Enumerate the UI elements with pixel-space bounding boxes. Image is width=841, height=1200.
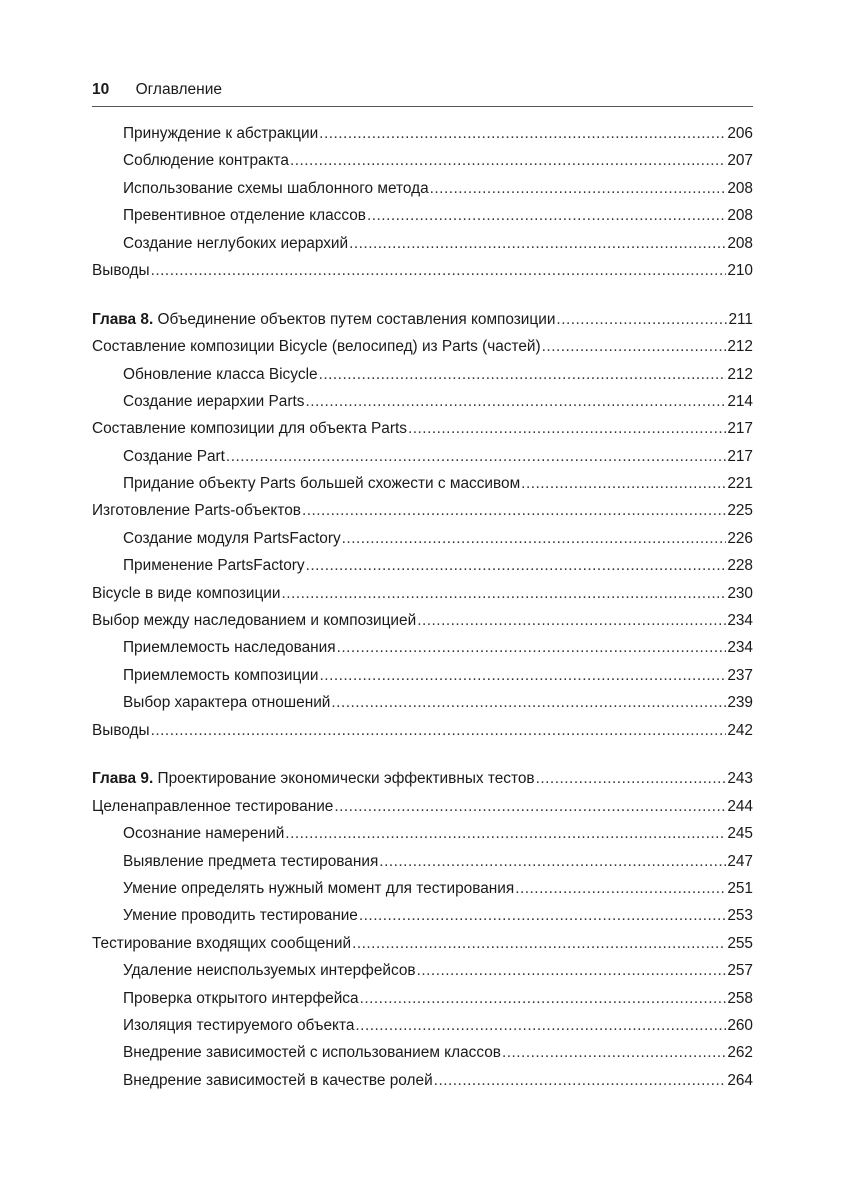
toc-entry-title: Соблюдение контракта xyxy=(123,152,289,170)
chapter-title: Проектирование экономически эффективных тестов xyxy=(157,770,535,788)
toc-subsection-entry[interactable] xyxy=(92,848,753,875)
dot-leader xyxy=(337,634,727,661)
toc-section-entry[interactable] xyxy=(92,333,753,360)
toc-page-number: 234 xyxy=(727,639,753,657)
dot-leader xyxy=(360,985,727,1012)
toc-page-number: 262 xyxy=(727,1044,753,1062)
toc-page-number: 260 xyxy=(727,1016,753,1034)
dot-leader xyxy=(319,361,727,388)
toc-entry-title: Внедрение зависимостей с использованием классов xyxy=(123,1044,501,1062)
toc-page-number: 212 xyxy=(727,365,753,383)
toc-page-number: 247 xyxy=(727,852,753,870)
toc-entry-title: Обновление класса Bicycle xyxy=(123,365,318,383)
toc-page-number: 258 xyxy=(727,989,753,1007)
dot-leader xyxy=(151,717,727,744)
toc-entry-title: Приемлемость композиции xyxy=(123,666,319,684)
toc-subsection-entry[interactable] xyxy=(92,202,753,229)
dot-leader xyxy=(334,793,726,820)
toc-page-number: 208 xyxy=(727,234,753,252)
toc-entry-title: Умение проводить тестирование xyxy=(123,907,358,925)
toc-entry-title: Приемлемость наследования xyxy=(123,639,336,657)
toc-entry-title: Выводы xyxy=(92,261,150,279)
toc-page-number: 211 xyxy=(728,310,753,328)
table-of-contents xyxy=(92,120,753,1094)
toc-subsection-entry[interactable] xyxy=(92,1039,753,1066)
toc-page-number: 208 xyxy=(727,207,753,225)
dot-leader xyxy=(367,202,726,229)
toc-page-number: 217 xyxy=(727,447,753,465)
toc-subsection-entry[interactable] xyxy=(92,388,753,415)
toc-entry-title: Осознание намерений xyxy=(123,825,285,843)
toc-page-number: 264 xyxy=(727,1071,753,1089)
dot-leader xyxy=(305,388,726,415)
dot-leader xyxy=(434,1067,727,1094)
toc-page-number: 206 xyxy=(727,125,753,142)
dot-leader xyxy=(285,820,726,847)
toc-page-number: 234 xyxy=(727,612,753,630)
dot-leader xyxy=(319,120,726,147)
toc-entry-title: Проверка открытого интерфейса xyxy=(123,989,359,1007)
chapter-label: Глава 9. xyxy=(92,770,154,788)
dot-leader xyxy=(502,1039,726,1066)
toc-subsection-entry[interactable] xyxy=(92,175,753,202)
toc-entry-title: Умение определять нужный момент для тестирования xyxy=(123,879,515,897)
toc-page-number: 239 xyxy=(727,694,753,712)
dot-leader xyxy=(349,230,726,257)
toc-chapter-entry[interactable] xyxy=(92,765,753,792)
toc-page-number: 228 xyxy=(727,557,753,575)
dot-leader xyxy=(359,902,726,929)
page-number: 10 xyxy=(92,81,110,98)
dot-leader xyxy=(302,497,726,524)
toc-subsection-entry[interactable] xyxy=(92,361,753,388)
dot-leader xyxy=(342,525,727,552)
toc-page-number: 208 xyxy=(727,179,753,197)
toc-page-number: 226 xyxy=(727,529,753,547)
toc-page-number: 217 xyxy=(727,420,753,438)
toc-entry-title: Целенаправленное тестирование xyxy=(92,797,334,815)
dot-leader xyxy=(536,765,727,792)
dot-leader xyxy=(430,175,727,202)
toc-entry-title: Создание неглубоких иерархий xyxy=(123,234,349,252)
toc-subsection-entry[interactable] xyxy=(92,957,753,984)
dot-leader xyxy=(352,930,726,957)
header-divider xyxy=(92,106,753,107)
toc-subsection-entry[interactable] xyxy=(92,875,753,902)
toc-section-entry[interactable] xyxy=(92,580,753,607)
dot-leader xyxy=(556,306,727,333)
toc-chapter-entry[interactable] xyxy=(92,306,753,333)
toc-page-number: 251 xyxy=(727,879,753,897)
toc-page-number: 212 xyxy=(727,338,753,356)
toc-page-number: 230 xyxy=(727,584,753,602)
dot-leader xyxy=(542,333,727,360)
dot-leader xyxy=(408,415,726,442)
toc-entry-title: Внедрение зависимостей в качестве ролей xyxy=(123,1071,433,1089)
toc-entry-title: Изготовление Parts-объектов xyxy=(92,502,301,520)
dot-leader xyxy=(282,580,727,607)
dot-leader xyxy=(226,443,726,470)
toc-section-entry[interactable] xyxy=(92,497,753,524)
toc-entry-title: Создание модуля PartsFactory xyxy=(123,529,341,547)
toc-section-entry[interactable] xyxy=(92,793,753,820)
toc-page-number: 255 xyxy=(727,934,753,952)
toc-subsection-entry[interactable] xyxy=(92,662,753,689)
toc-page-number: 225 xyxy=(727,502,753,520)
running-header xyxy=(92,80,753,104)
toc-entry-title xyxy=(92,765,535,792)
toc-page-number: 245 xyxy=(727,825,753,843)
toc-subsection-entry[interactable] xyxy=(92,1012,753,1039)
running-title: Оглавление xyxy=(135,81,222,98)
toc-section-entry[interactable] xyxy=(92,607,753,634)
toc-page-number: 214 xyxy=(727,392,753,410)
toc-entry-title: Превентивное отделение классов xyxy=(123,207,366,225)
dot-leader xyxy=(355,1012,726,1039)
toc-subsection-entry[interactable] xyxy=(92,443,753,470)
toc-entry-title: Выявление предмета тестирования xyxy=(123,852,379,870)
toc-page-number: 242 xyxy=(727,721,753,739)
dot-leader xyxy=(151,257,727,284)
toc-subsection-entry[interactable] xyxy=(92,230,753,257)
chapter-title: Объединение объектов путем составления композиции xyxy=(157,310,556,328)
toc-subsection-entry[interactable] xyxy=(92,470,753,497)
toc-entry-title: Принуждение к абстракции xyxy=(123,125,319,142)
toc-subsection-entry[interactable] xyxy=(92,1067,753,1094)
toc-page-number: 253 xyxy=(727,907,753,925)
toc-entry-title xyxy=(92,306,555,333)
toc-subsection-entry[interactable] xyxy=(92,634,753,661)
toc-entry-title: Тестирование входящих сообщений xyxy=(92,934,352,952)
toc-subsection-entry[interactable] xyxy=(92,689,753,716)
toc-entry-title: Bicycle в виде композиции xyxy=(92,584,281,602)
toc-entry-title: Удаление неиспользуемых интерфейсов xyxy=(123,962,416,980)
dot-leader xyxy=(306,552,727,579)
toc-subsection-entry[interactable] xyxy=(92,552,753,579)
dot-leader xyxy=(379,848,726,875)
toc-subsection-entry[interactable] xyxy=(92,820,753,847)
toc-page-number: 244 xyxy=(727,797,753,815)
toc-section-entry[interactable] xyxy=(92,717,753,744)
toc-subsection-entry[interactable] xyxy=(92,120,753,147)
toc-entry-title: Создание Part xyxy=(123,447,225,465)
toc-page-number: 257 xyxy=(727,962,753,980)
toc-page-number: 210 xyxy=(727,261,753,279)
dot-leader xyxy=(290,147,726,174)
toc-subsection-entry[interactable] xyxy=(92,902,753,929)
toc-section-entry[interactable] xyxy=(92,415,753,442)
toc-entry-title: Создание иерархии Parts xyxy=(123,392,305,410)
dot-leader xyxy=(417,607,726,634)
toc-entry-title: Выбор между наследованием и композицией xyxy=(92,612,417,630)
toc-subsection-entry[interactable] xyxy=(92,525,753,552)
toc-page-number: 237 xyxy=(727,666,753,684)
toc-section-entry[interactable] xyxy=(92,930,753,957)
toc-entry-title: Использование схемы шаблонного метода xyxy=(123,179,429,197)
chapter-label: Глава 8. xyxy=(92,310,154,328)
dot-leader xyxy=(320,662,727,689)
toc-entry-title: Выводы xyxy=(92,721,150,739)
dot-leader xyxy=(521,470,726,497)
toc-page-number: 221 xyxy=(727,475,753,493)
dot-leader xyxy=(417,957,727,984)
toc-page-number: 207 xyxy=(727,152,753,170)
toc-entry-title: Изоляция тестируемого объекта xyxy=(123,1016,355,1034)
toc-page-number: 243 xyxy=(727,770,753,788)
toc-entry-title: Придание объекту Parts большей схожести с массивом xyxy=(123,475,521,493)
toc-entry-title: Применение PartsFactory xyxy=(123,557,305,575)
toc-entry-title: Составление композиции для объекта Parts xyxy=(92,420,407,438)
dot-leader xyxy=(331,689,726,716)
dot-leader xyxy=(515,875,726,902)
toc-entry-title: Составление композиции Bicycle (велосипед) из Parts (частей) xyxy=(92,338,541,356)
toc-section-entry[interactable] xyxy=(92,257,753,284)
toc-subsection-entry[interactable] xyxy=(92,147,753,174)
toc-entry-title: Выбор характера отношений xyxy=(123,694,331,712)
toc-subsection-entry[interactable] xyxy=(92,985,753,1012)
